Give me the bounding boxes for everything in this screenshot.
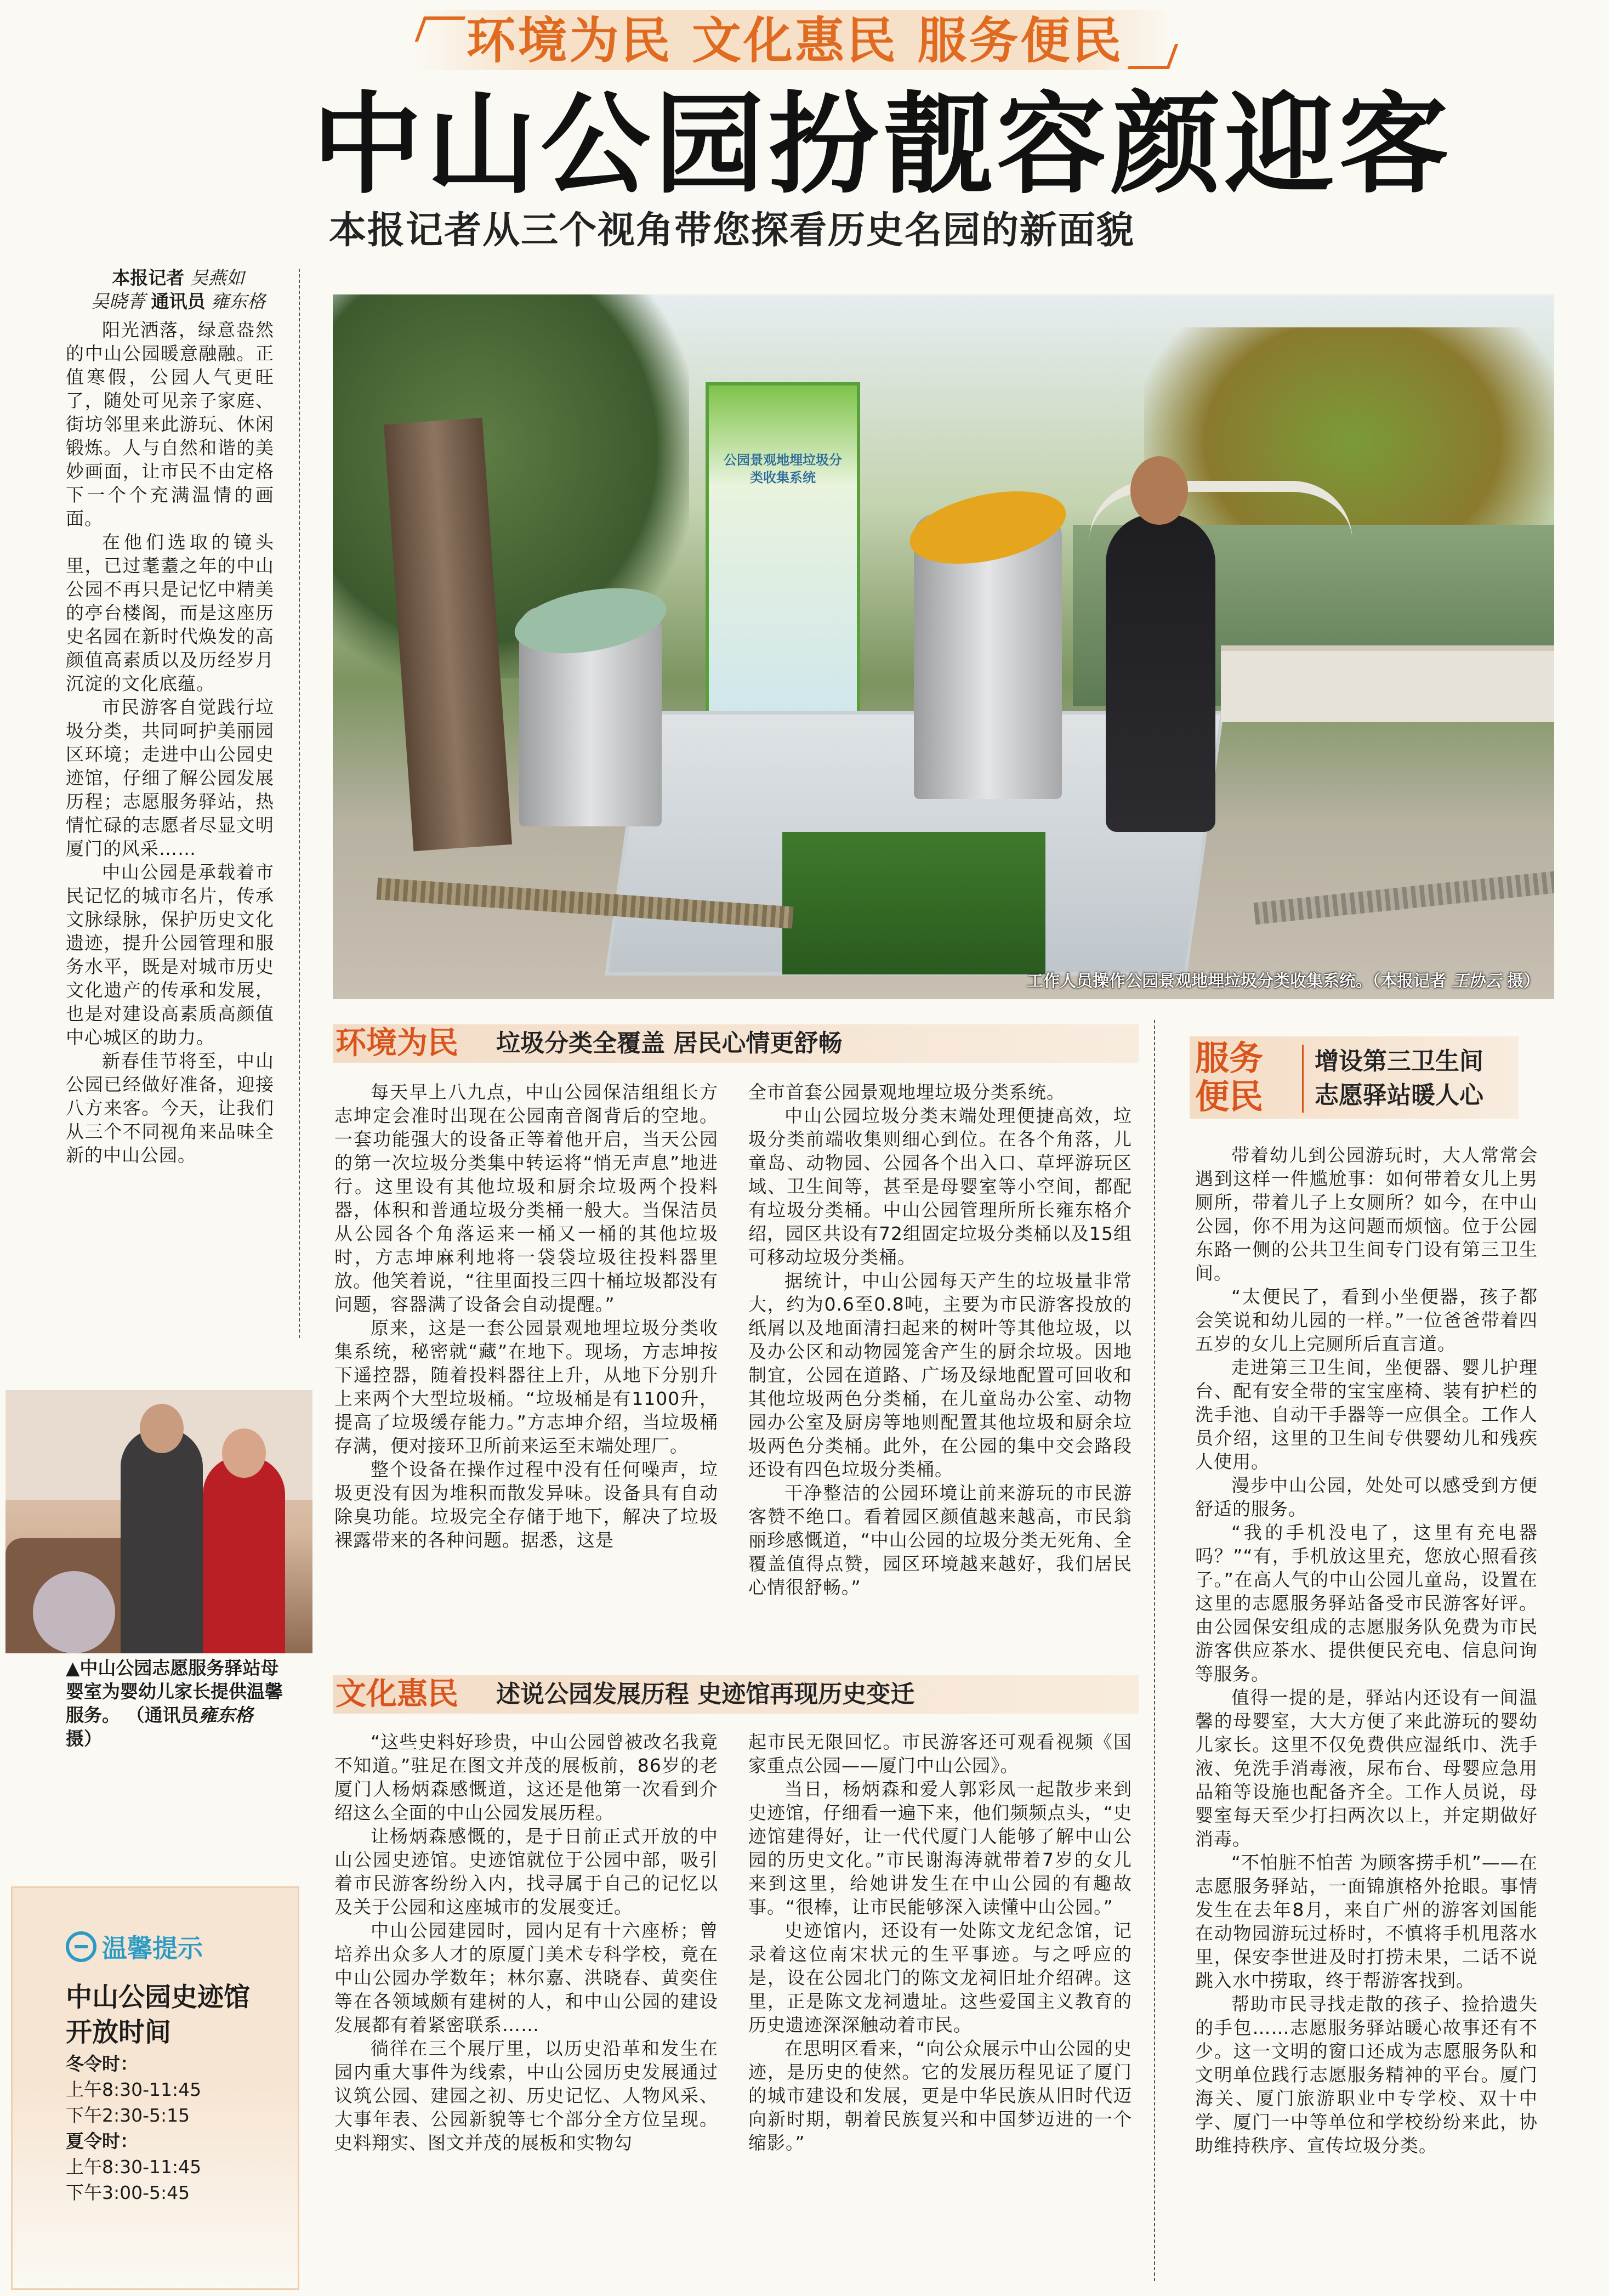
photo-person-head <box>140 1404 184 1453</box>
tips-hours <box>66 2051 296 2206</box>
photo-sign-text: 公园景观地埋垃圾分类收集系统 <box>724 452 842 485</box>
article-para: 据统计，中山公园每天产生的垃圾量非常大，约为0.6至0.8吨，主要为市民游客投放的纸屑以及地面清扫起来的树叶等其他垃圾，以及办公区和动物园笼舍产生的厨余垃圾。因地制宜，公园在道路、广场及绿地配置可回收和其他垃圾两色分类桶，在儿童岛办公室、动物园办公室及厨房等地则配置其他垃圾和厨余垃圾两色分类桶。此外，在公园的集中交会路段还设有四色垃圾分类桶。 <box>748 1270 1132 1480</box>
section2-col2 <box>748 1730 1132 2155</box>
article-para: 徜徉在三个展厅里，以历史沿革和发生在园内重大事件为线索，中山公园历史发展通过议筑公园、建园之初、历史记忆、人物风采、大事年表、公园新貌等七个部分全方位呈现。史料翔实、图文并茂的展板和实物勾 <box>334 2038 718 2153</box>
main-photo-caption: 工作人员操作公园景观地埋垃圾分类收集系统。（本报记者 王协云 摄） <box>1027 972 1540 991</box>
intro-para: 在他们选取的镜头里，已过耄耋之年的中山公园不再只是记忆中精美的亭台楼阁，而是这座历史名园在新时代焕发的高颜值高素质以及历经岁月沉淀的文化底蕴。 <box>66 531 274 694</box>
summer-pm: 下午3:00-5:45 <box>66 2182 190 2203</box>
intro-para: 阳光洒落，绿意盎然的中山公园暖意融融。正值寒假，公园人气更旺了，随处可见亲子家庭、街坊邻里来此游玩、休闲锻炼。人与自然和谐的美妙画面，让市民不由定格下一个个充满温情的画面。 <box>66 319 274 529</box>
intro-para: 新春佳节将至，中山公园已经做好准备，迎接八方来客。今天，让我们从三个不同视角来品味全新的中山公园。 <box>66 1050 274 1166</box>
section3-rule <box>1154 1020 1155 2281</box>
photo-person <box>121 1428 203 1653</box>
intro-text <box>66 318 274 1167</box>
article-para: 史迹馆内，还设有一处陈文龙纪念馆，记录着这位南宋状元的生平事迹。与之呼应的是，设在公园北门的陈文龙祠旧址介绍碑。这里，正是陈文龙祠遗址。这些爱国主义教育的历史遗迹深深触动着市民。 <box>748 1920 1132 2036</box>
section2-col1 <box>334 1730 718 2155</box>
section1-col2 <box>748 1080 1132 1599</box>
article-para: 在思明区看来，“向公众展示中山公园的史迹，是历史的使然。它的发展历程见证了厦门的城市建设和发展，更是中华民族从旧时代迈向新时期，朝着民族复兴和中国梦迈进的一个缩影。” <box>748 2038 1132 2153</box>
byline-name-3: 雍东格 <box>211 291 265 312</box>
article-para: “我的手机没电了，这里有充电器吗？”“有，手机放这里充，您放心照看孩子。”在高人气的中山公园儿童岛，设置在这里的志愿服务驿站备受市民游客好评。由公园保安组成的志愿服务队免费为市民游客供应茶水、提供便民充电、信息问询等服务。 <box>1195 1522 1538 1685</box>
tips-title-line: 开放时间 <box>66 2017 172 2048</box>
tips-label-row <box>66 1927 203 1966</box>
article-para: 带着幼儿到公园游玩时，大人常常会遇到这样一件尴尬事：如何带着女儿上男厕所，带着儿子上女厕所？如今，在中山公园，你不用为这问题而烦恼。位于公园东路一侧的公共卫生间专门设有第三卫生间。 <box>1195 1144 1538 1284</box>
article-para: 让杨炳森感慨的，是于日前正式开放的中山公园史迹馆。史迹馆就位于公园中部，吸引着市民游客纷纷入内，找寻属于自己的记忆以及关于公园和这座城市的发展变迁。 <box>334 1826 718 1918</box>
article-para: 整个设备在操作过程中没有任何噪声，垃圾更没有因为堆积而散发异味。设备具有自动除臭功能。垃圾完全存储于地下，解决了垃圾裸露带来的各种问题。据悉，这是 <box>334 1459 718 1551</box>
side-caption-text: ▲中山公园志愿服务驿站母婴室为婴幼儿家长提供温馨服务。 <box>66 1657 283 1726</box>
article-para: 原来，这是一套公园景观地埋垃圾分类收集系统，秘密就“藏”在地下。现场，方志坤按下遥控器，随着投料器往上升，从地下分别升上来两个大型垃圾桶。“垃圾桶是有1100升，提高了垃圾缓存能力。”方志坤介绍，当垃圾桶存满，便对接环卫所前来运至末端处理厂。 <box>334 1317 718 1456</box>
byline-name-2: 吴晓菁 <box>91 291 145 312</box>
photo-grate-right <box>1253 871 1554 925</box>
byline-label-2: 通讯员 <box>151 291 206 312</box>
article-para: 当日，杨炳森和爱人郭彩凤一起散步来到史迹馆，仔细看一遍下来，他们频频点头，“史迹馆建得好，让一代代厦门人能够了解中山公园的历史文化。”市民谢海涛就带着7岁的女儿来到这里，给她讲发生在中山公园的有趣故事。“很棒，让市民能够深入读懂中山公园。” <box>748 1778 1132 1918</box>
article-para: 干净整洁的公园环境让前来游玩的市民游客赞不绝口。看着园区颜值越来越高，市民翁丽珍感慨道，“中山公园的垃圾分类无死角、全覆盖值得点赞，园区环境越来越好，我们居民心情很舒畅。” <box>748 1482 1132 1598</box>
section1-subtitle: 垃圾分类全覆盖 居民心情更舒畅 <box>496 1029 843 1057</box>
kicker: 环境为民 文化惠民 服务便民 <box>466 12 1124 70</box>
photo-sign <box>706 382 860 723</box>
winter-am: 上午8:30-11:45 <box>66 2079 202 2100</box>
article-para: 帮助市民寻找走散的孩子、捡拾遗失的手包……志愿服务驿站暖心故事还有不少。这一文明的窗口还成为志愿服务队和文明单位践行志愿服务精神的平台。厦门海关、厦门旅游职业中专学校、双十中学、厦门一中等单位和学校纷纷来此，协助维持秩序、宣传垃圾分类。 <box>1195 1993 1538 2156</box>
article-para: 中山公园建园时，园内足有十六座桥；曾培养出众多人才的原厦门美术专科学校，竟在中山公园办学数年；林尔嘉、洪晓春、黄奕住等在各领域颇有建树的人，和中山公园的建设发展都有着紧密联系…… <box>334 1920 718 2036</box>
article-para: 值得一提的是，驿站内还设有一间温馨的母婴室，大大方便了来此游玩的婴幼儿家长。这里不仅免费供应湿纸巾、洗手液、免洗手消毒液，尿布台、母婴应急用品箱等设施也配备齐全。工作人员说，母婴室每天至少打扫两次以上，并定期做好消毒。 <box>1195 1687 1538 1850</box>
section1-title: 环境为民 <box>336 1025 458 1061</box>
article-para: 走进第三卫生间，坐便器、婴儿护理台、配有安全带的宝宝座椅、装有护栏的洗手池、自动干手器等一应俱全。工作人员介绍，这里的卫生间专供婴幼儿和残疾人使用。 <box>1195 1357 1538 1472</box>
photo-volunteer-head <box>222 1428 266 1478</box>
summer-am: 上午8:30-11:45 <box>66 2156 202 2178</box>
photo-worker-head <box>1130 456 1188 525</box>
article-para: 全市首套公园景观地埋垃圾分类系统。 <box>748 1081 1065 1103</box>
tips-label: 温馨提示 <box>102 1934 203 1963</box>
intro-column-rule <box>299 269 300 1338</box>
article-para: “这些史料好珍贵，中山公园曾被改名我竟不知道。”驻足在图文并茂的展板前，86岁的老厦门人杨炳森感慨道，这还是他第一次看到介绍这么全面的中山公园发展历程。 <box>334 1731 718 1823</box>
intro-para: 中山公园是承载着市民记忆的城市名片，传承文脉绿脉，保护历史文化遗迹，提升公园管理和服务水平，既是对城市历史文化遗产的传承和发展，也是对建设高素质高颜值中心城区的助力。 <box>66 861 274 1048</box>
photo-worker <box>1106 514 1215 832</box>
side-caption-credit: （通讯员雍东格摄） <box>66 1704 253 1749</box>
article-para: 中山公园垃圾分类末端处理便捷高效，垃圾分类前端收集则细心到位。在各个角落，儿童岛、动物园、公园各个出入口、草坪游玩区域、卫生间等，甚至是母婴室等小空间，都配有垃圾分类桶。中山公园管理所所长雍东格介绍，园区共设有72组固定垃圾分类桶以及15组可移动垃圾分类桶。 <box>748 1105 1132 1268</box>
byline <box>66 266 291 313</box>
article-para: 每天早上八九点，中山公园保洁组组长方志坤定会准时出现在公园南音阁背后的空地。一套功能强大的设备正等着他开启，当天公园的第一次垃圾分类集中转运将“悄无声息”地进行。这里设有其他垃圾和厨余垃圾两个投料器，体积和普通垃圾分类桶一般大。当保洁员从公园各个角落运来一桶又一桶的其他垃圾时，方志坤麻利地将一袋袋垃圾往投料器里放。他笑着说，“往里面投三四十桶垃圾都没有问题，容器满了设备会自动提醒。” <box>334 1081 718 1315</box>
article-para: “不怕脏不怕苦 为顾客捞手机”——在志愿服务驿站，一面锦旗格外抢眼。事情发生在去年8月，来自广州的游客刘国能在动物园游玩过桥时，不慎将手机甩落水里，保安李世进及时打捞未果，二话不说跳入水中捞取，终于帮游客找到。 <box>1195 1852 1538 1991</box>
winter-label: 冬令时： <box>66 2053 138 2074</box>
intro-para: 市民游客自觉践行垃圾分类，共同呵护美丽园区环境；走进中山公园史迹馆，仔细了解公园发展历程；志愿服务驿站，热情忙碌的志愿者尽显文明厦门的风采…… <box>66 696 274 859</box>
byline-label: 本报记者 <box>112 267 185 288</box>
photo-green-bin <box>782 832 1045 974</box>
main-photo <box>333 294 1554 999</box>
section2-title: 文化惠民 <box>336 1676 458 1712</box>
section3-text <box>1195 1143 1538 2157</box>
section3-title: 服务 便民 <box>1195 1038 1264 1116</box>
side-photo-caption <box>66 1656 285 1750</box>
headline: 中山公园扮靓容颜迎客 <box>312 81 1453 209</box>
subhead: 本报记者从三个视角带您探看历史名园的新面貌 <box>329 208 1135 252</box>
tips-icon <box>66 1931 96 1962</box>
section2-subtitle: 述说公园发展历程 史迹馆再现历史变迁 <box>496 1680 915 1708</box>
photo-volunteer <box>203 1456 285 1653</box>
byline-name: 吴燕如 <box>190 267 245 288</box>
summer-label: 夏令时： <box>66 2130 138 2152</box>
winter-pm: 下午2:30-5:15 <box>66 2105 190 2126</box>
photo-railing <box>1221 645 1554 722</box>
article-para: 漫步中山公园，处处可以感受到方便舒适的服务。 <box>1195 1475 1538 1520</box>
article-para: “太便民了，看到小坐便器，孩子都会笑说和幼儿园的一样。”一位爸爸带着四五岁的女儿上完厕所后直言道。 <box>1195 1286 1538 1354</box>
section3-subtitle: 增设第三卫生间 志愿驿站暖人心 <box>1302 1045 1483 1113</box>
tips-title-line: 中山公园史迹馆 <box>66 1982 251 2012</box>
section1-col1 <box>334 1080 718 1552</box>
side-photo <box>5 1390 312 1653</box>
photo-child <box>33 1571 115 1653</box>
tips-title <box>66 1980 296 2050</box>
article-para: 起市民无限回忆。市民游客还可观看视频《国家重点公园——厦门中山公园》。 <box>748 1731 1132 1776</box>
